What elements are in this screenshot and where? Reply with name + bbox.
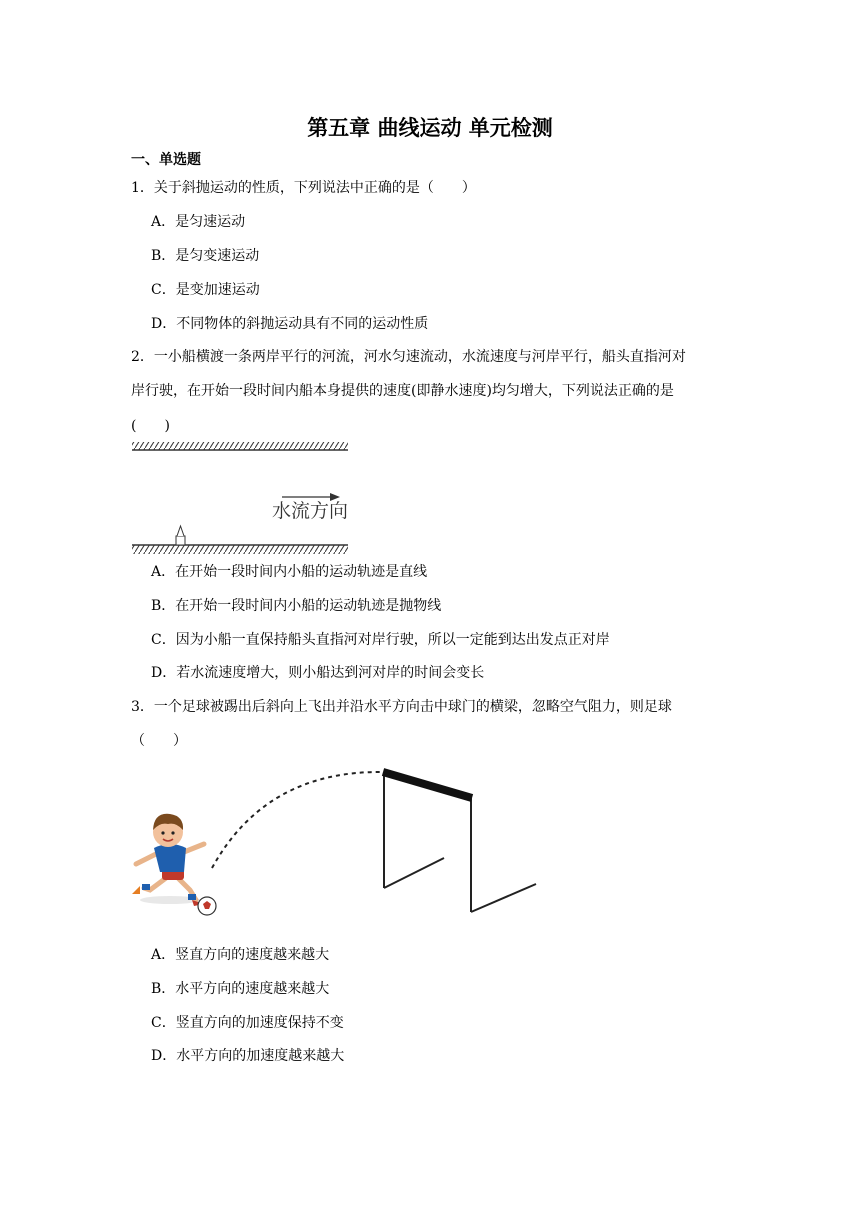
bottom-riverbank <box>132 545 348 554</box>
boat-icon <box>176 526 185 545</box>
question-2-stem-line-1: 2．一小船横渡一条两岸平行的河流，河水匀速流动，水流速度与河岸平行，船头直指河对 <box>131 349 686 365</box>
question-3-option-b: B．水平方向的速度越来越大 <box>151 981 330 997</box>
question-3-stem-line-2: （ ） <box>131 733 187 749</box>
soccer-ball-icon <box>198 897 216 915</box>
top-riverbank <box>132 442 348 450</box>
question-1-option-b: B．是匀变速运动 <box>151 248 260 264</box>
question-2-stem-line-3: ( ) <box>131 418 170 434</box>
question-2-option-b: B．在开始一段时间内小船的运动轨迹是抛物线 <box>151 598 442 614</box>
question-1-option-c: C．是变加速运动 <box>151 282 260 298</box>
question-1-option-a: A．是匀速运动 <box>151 214 246 230</box>
ball-trajectory <box>212 772 384 868</box>
question-1-stem: 1．关于斜抛运动的性质，下列说法中正确的是（ ） <box>131 180 476 196</box>
question-2-option-d: D．若水流速度增大，则小船达到河对岸的时间会变长 <box>151 665 485 681</box>
question-1-option-d: D．不同物体的斜抛运动具有不同的运动性质 <box>151 316 429 332</box>
question-3-option-c: C．竖直方向的加速度保持不变 <box>151 1015 344 1031</box>
question-3-stem-line-1: 3．一个足球被踢出后斜向上飞出并沿水平方向击中球门的横梁，忽略空气阻力，则足球 <box>131 699 672 715</box>
player-icon <box>132 814 204 906</box>
question-2-stem-line-2: 岸行驶，在开始一段时间内船本身提供的速度(即静水速度)均匀增大，下列说法正确的是 <box>131 383 674 399</box>
page-title: 第五章 曲线运动 单元检测 <box>307 116 553 140</box>
question-3-option-d: D．水平方向的加速度越来越大 <box>151 1048 345 1064</box>
flow-direction-label: 水流方向 <box>272 500 349 522</box>
question-2-option-c: C．因为小船一直保持船头直指河对岸行驶，所以一定能到达出发点正对岸 <box>151 632 610 648</box>
section-heading: 一、单选题 <box>131 152 201 168</box>
question-2-option-a: A．在开始一段时间内小船的运动轨迹是直线 <box>151 564 428 580</box>
goal-crossbar <box>383 772 472 798</box>
question-3-option-a: A．竖直方向的速度越来越大 <box>151 947 330 963</box>
soccer-figure <box>126 760 546 930</box>
